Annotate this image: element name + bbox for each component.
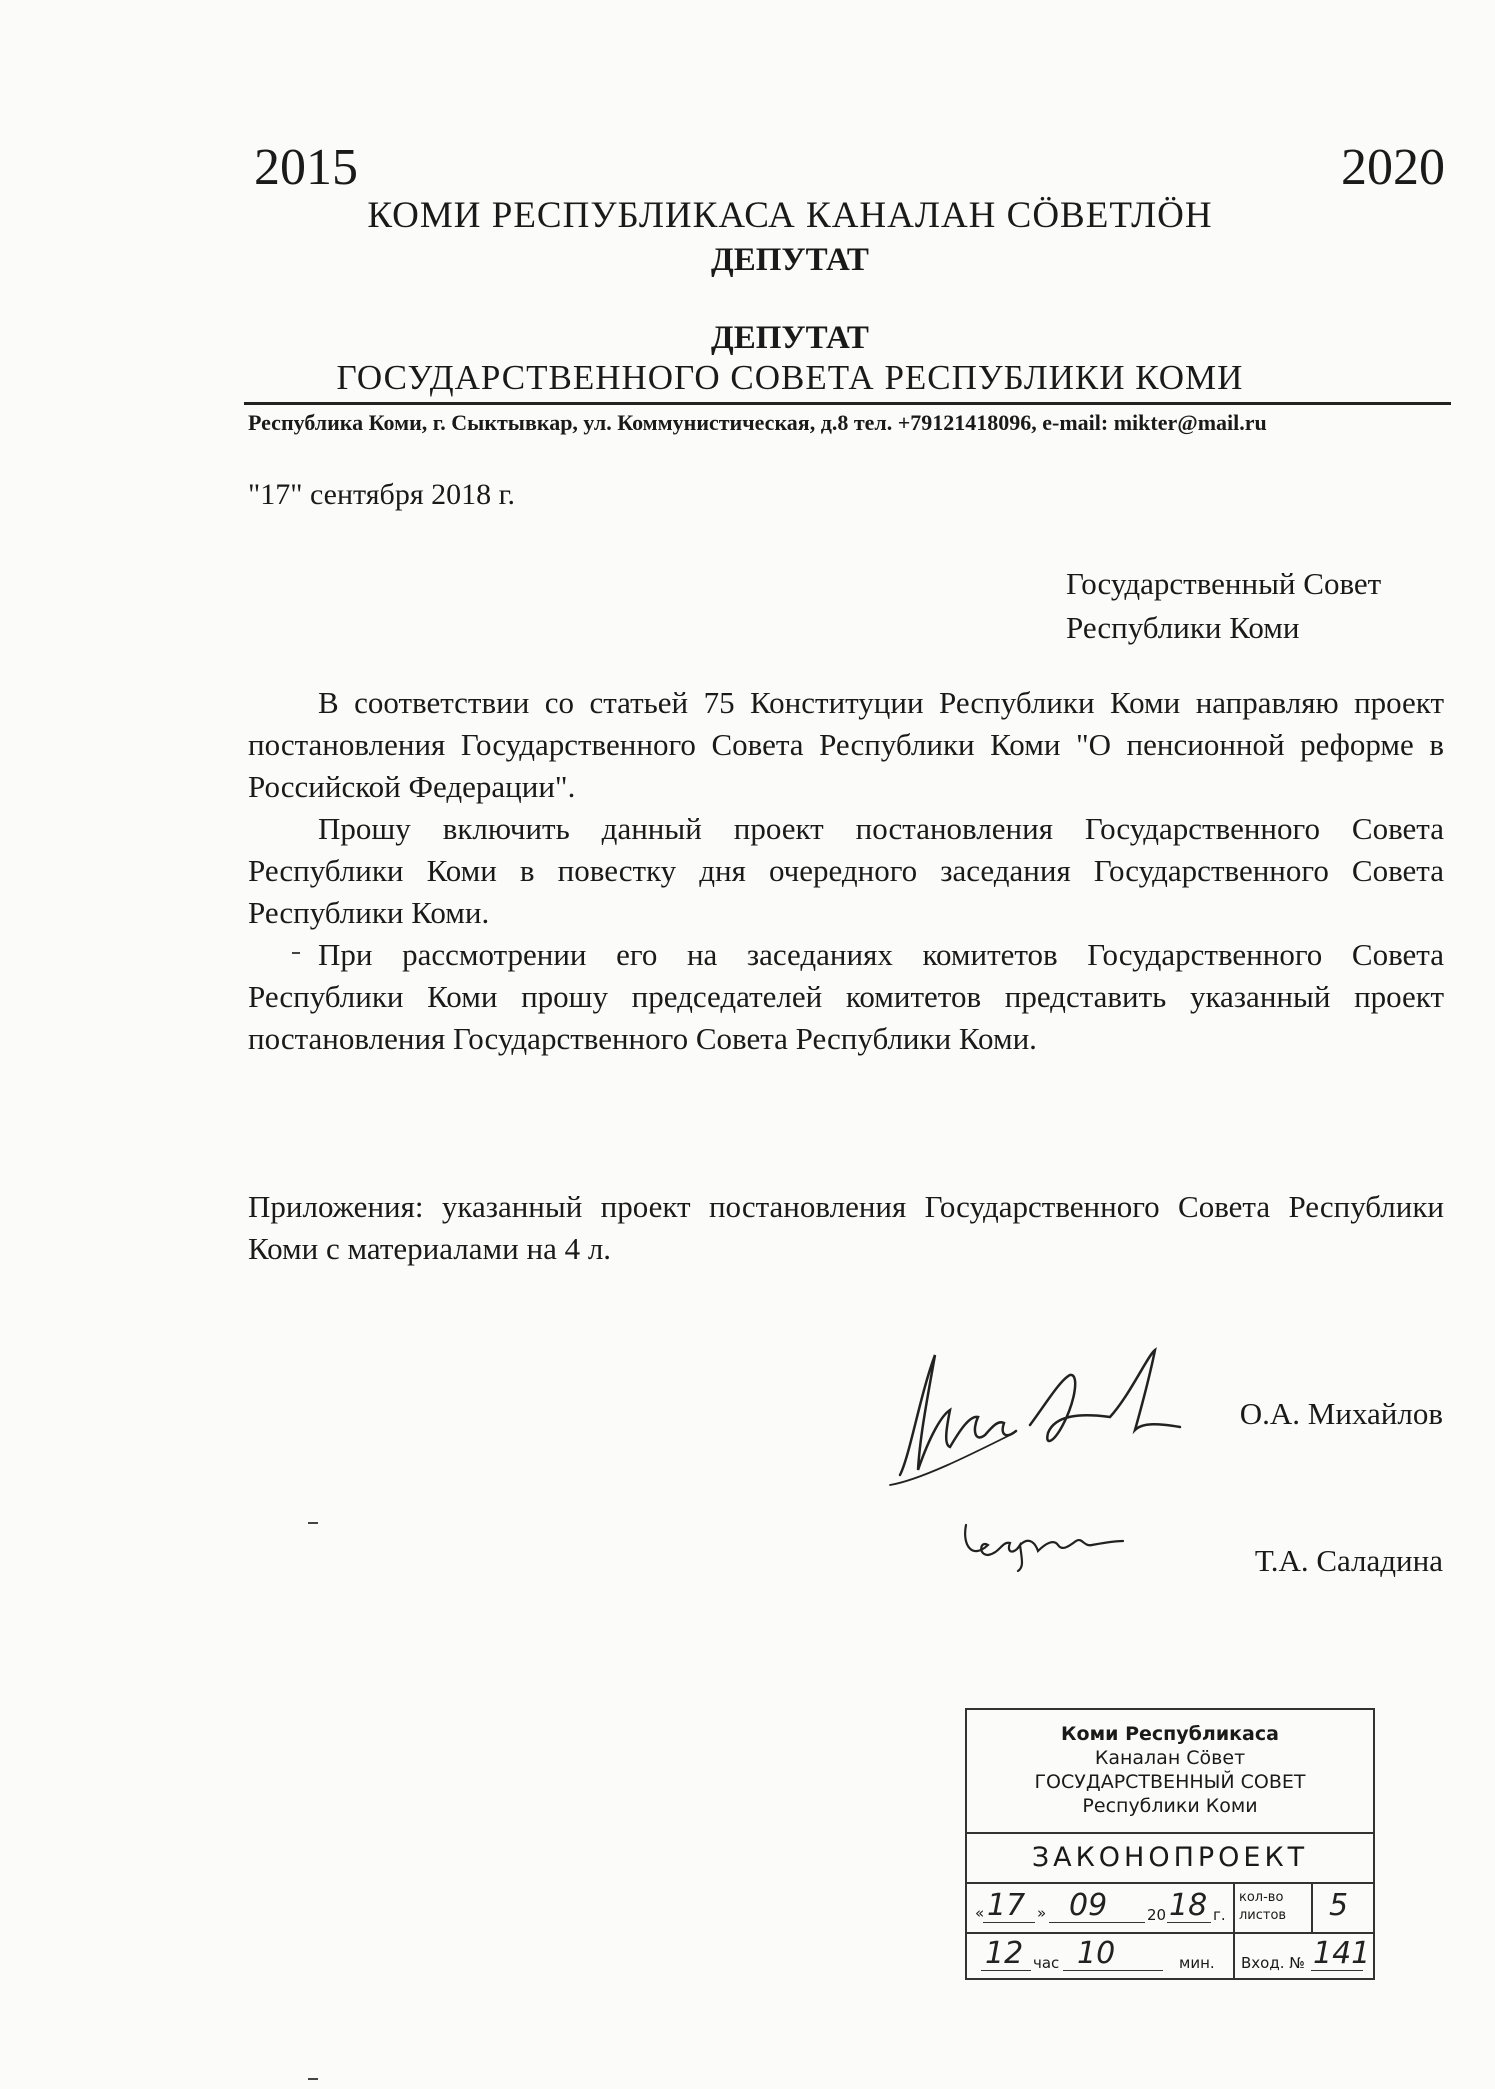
stray-mark <box>308 2078 318 2080</box>
stamp-line-4: Республики Коми <box>1082 1795 1258 1817</box>
stamp-fields <box>967 1884 1373 1980</box>
stamp-day: 17 <box>987 1888 1026 1923</box>
stamp-time-row <box>967 1932 1373 1982</box>
signer-2-name: Т.А. Саладина <box>1254 1543 1443 1578</box>
stamp-title: ЗАКОНОПРОЕКТ <box>967 1834 1373 1884</box>
year-right: 2020 <box>1341 139 1445 196</box>
body-paragraph-1: В соответствии со статьей 75 Конституции Республики Коми направляю проект постановления Государственного Совета Республики Коми "О пенсионной реформе в Российской Федерации". <box>248 685 1444 804</box>
komi-header-title: ДЕПУТАТ <box>711 242 869 278</box>
stamp-sheets-label-2: листов <box>1239 1908 1287 1923</box>
stamp-date-row: « 17 » 09 20 18 г. кол-во листов 5 <box>975 1888 1349 1924</box>
stamp-incoming-label: Вход. № <box>1241 1954 1305 1972</box>
addressee-line-2: Республики Коми <box>1066 610 1300 645</box>
attachments-note: Приложения: указанный проект постановления Государственного Совета Республики Коми с материалами на 4 л. <box>248 1189 1444 1266</box>
russian-header-line: ГОСУДАРСТВЕННОГО СОВЕТА РЕСПУБЛИКИ КОМИ <box>336 358 1244 397</box>
stamp-hour: 12 <box>985 1936 1024 1971</box>
russian-header-title: ДЕПУТАТ <box>711 320 869 356</box>
letter-date: "17" сентября 2018 г. <box>248 478 516 511</box>
stamp-hour-label: час <box>1033 1954 1060 1972</box>
stamp-line-2: Каналан Сöвет <box>1094 1747 1246 1769</box>
stamp-sheets-count: 5 <box>1329 1888 1349 1923</box>
stamp-line-1: Коми Республикаса <box>1061 1723 1279 1745</box>
komi-header-line: КОМИ РЕСПУБЛИКАСА КАНАЛАН СÖВЕТЛÖН <box>367 195 1213 236</box>
signature-mikhailov-image <box>880 1335 1200 1495</box>
body-paragraph-3: При рассмотрении его на заседаниях комитетов Государственного Совета Республики Коми прошу председателей комитетов представить указанный проект постановления Государственного Совета Республики Коми. <box>248 937 1444 1056</box>
stamp-month: 09 <box>1069 1888 1108 1923</box>
stamp-header <box>967 1710 1373 1834</box>
addressee-line-1: Государственный Совет <box>1066 566 1382 601</box>
stamp-year: 18 <box>1169 1888 1208 1923</box>
letter-body <box>248 682 1444 1060</box>
stamp-year-suffix: г. <box>1213 1906 1226 1924</box>
signer-1-name: О.А. Михайлов <box>1239 1396 1443 1431</box>
addressee <box>1066 562 1381 650</box>
stamp-incoming-number: 141 <box>1313 1936 1371 1971</box>
stray-mark <box>292 952 300 954</box>
stamp-year-prefix: 20 <box>1147 1906 1167 1924</box>
stamp-minute: 10 <box>1077 1936 1116 1971</box>
year-left: 2015 <box>254 139 358 196</box>
registration-stamp <box>965 1708 1375 1980</box>
stray-mark <box>308 1522 318 1524</box>
stamp-sheets-label-1: кол-во <box>1239 1890 1284 1905</box>
stamp-minute-label: мин. <box>1179 1954 1215 1972</box>
signature-saladina-image <box>958 1505 1128 1575</box>
stamp-line-3: ГОСУДАРСТВЕННЫЙ СОВЕТ <box>1034 1771 1306 1793</box>
body-paragraph-2: Прошу включить данный проект постановления Государственного Совета Республики Коми в повестку дня очередного заседания Государственного Совета Республики Коми. <box>248 811 1444 930</box>
letterhead-contacts: Республика Коми, г. Сыктывкар, ул. Коммунистическая, д.8 тел. +79121418096, e-mail: mikter@mail.ru <box>248 410 1267 435</box>
letterhead-divider <box>244 402 1451 405</box>
